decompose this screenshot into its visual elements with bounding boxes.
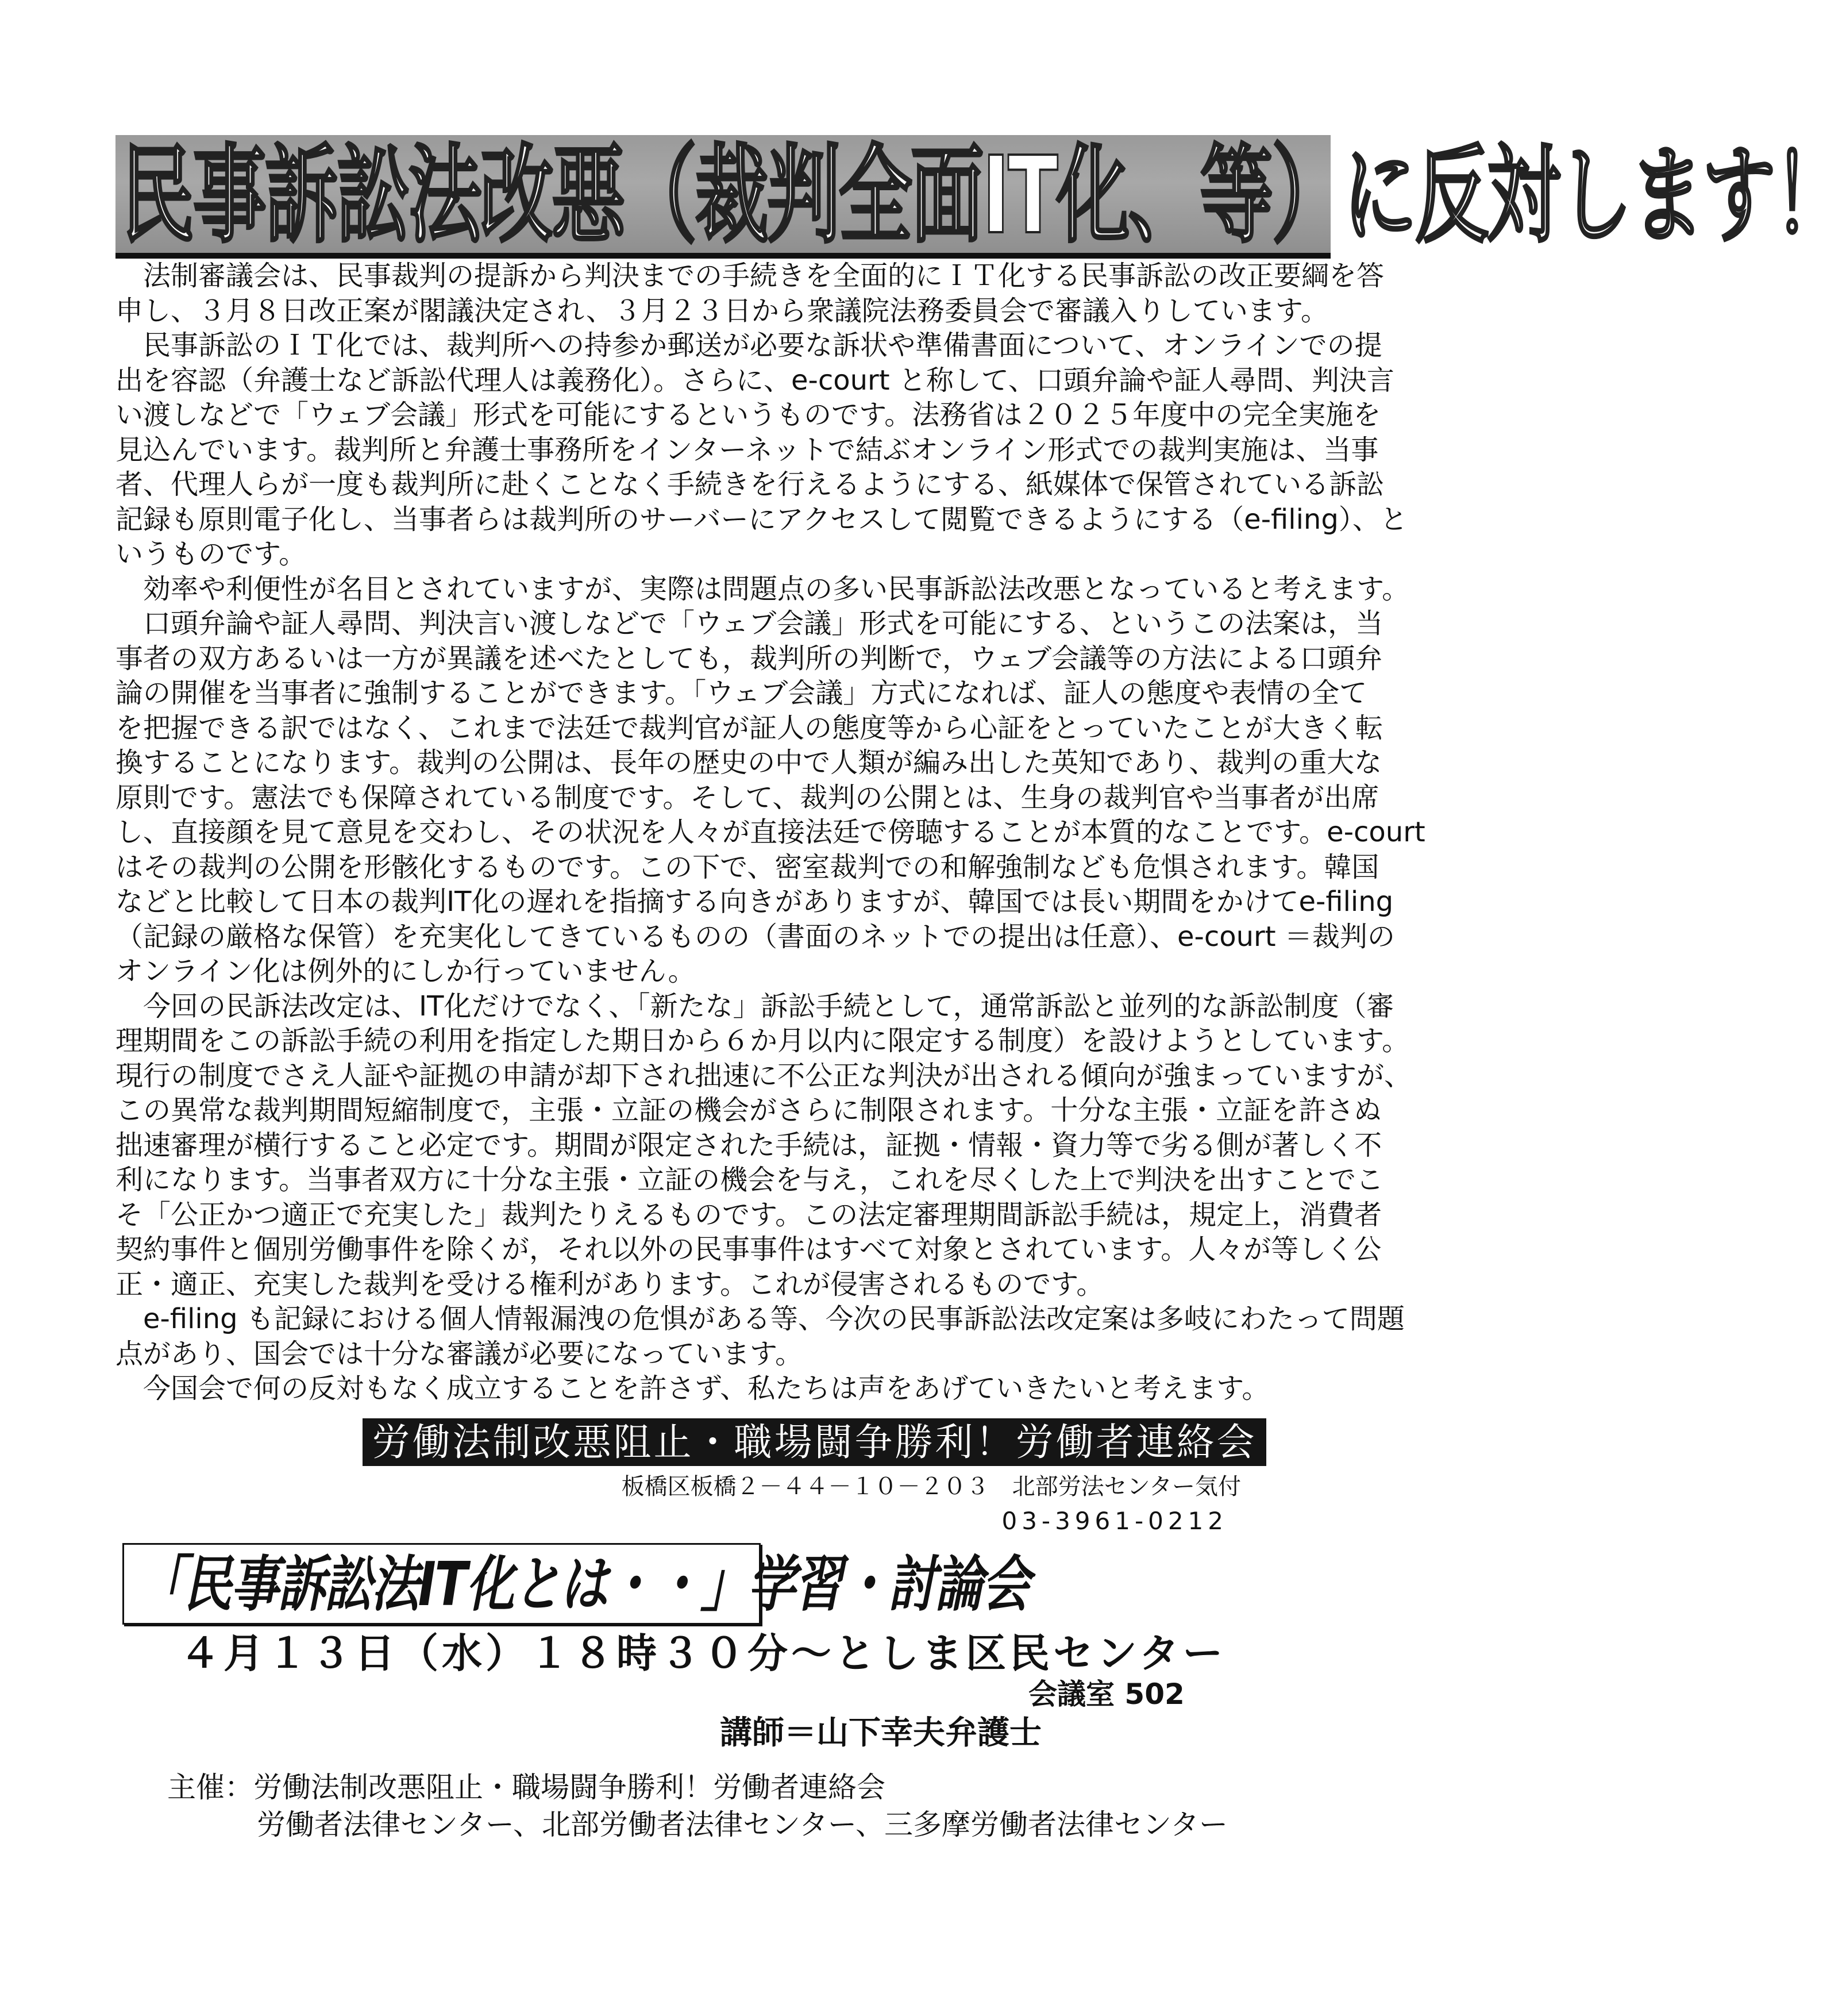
paragraph-line: 正・適正、充実した裁判を受ける権利があります。これが侵害されるものです。 <box>115 1268 1104 1301</box>
paragraph-line: 原則です。憲法でも保障されている制度です。そして、裁判の公開とは、生身の裁判官や当事者が出席 <box>115 781 1379 814</box>
paragraph-line: 今国会で何の反対もなく成立することを許さず、私たちは声をあげていきたいと考えます。 <box>143 1372 1270 1405</box>
paragraph-line: そ「公正かつ適正で充実した」裁判たりえるものです。この法定審理期間訴訟手続は，規定上，消費者 <box>115 1198 1382 1231</box>
paragraph-line: 利になります。当事者双方に十分な主張・立証の機会を与え，これを尽くした上で判決を出すことでこ <box>115 1164 1384 1196</box>
page-title: 民事訴訟法改悪（裁判全面IT化、等）に反対します！ <box>121 133 1846 257</box>
paragraph-line: 効率や利便性が名目とされていますが、実際は問題点の多い民事訴訟法改悪となっていると考えます。 <box>143 572 1410 605</box>
organization-phone: 03-3961-0212 <box>1001 1507 1228 1535</box>
paragraph-line: 者、代理人らが一度も裁判所に赴くことなく手続きを行えるようにする、紙媒体で保管されている訴訟 <box>115 468 1385 501</box>
paragraph-line: 事者の双方あるいは一方が異議を述べたとしても，裁判所の判断で，ウェブ会議等の方法による口頭弁 <box>115 642 1383 675</box>
body-text <box>115 259 1425 1406</box>
paragraph-line: 論の開催を当事者に強制することができます。「ウェブ会議」方式になれば、証人の態度や表情の全て <box>115 677 1367 709</box>
organization-address: 板橋区板橋２－４４－１０－２０３ 北部労法センター気付 <box>621 1473 1241 1500</box>
paragraph-line: い渡しなどで「ウェブ会議」形式を可能にするというものです。法務省は２０２５年度中の完全実施を <box>115 399 1381 431</box>
organization-name: 労働法制改悪阻止・職場闘争勝利！労働者連絡会 <box>363 1418 1266 1466</box>
paragraph-line: この異常な裁判期間短縮制度で，主張・立証の機会がさらに制限されます。十分な主張・立証を許さぬ <box>115 1094 1382 1126</box>
event-host: 主催：労働法制改悪阻止・職場闘争勝利！労働者連絡会 <box>167 1771 885 1804</box>
paragraph-line: などと比較して日本の裁判IT化の遅れを指摘する向きがありますが、韓国では長い期間をかけてe-filing <box>115 886 1394 918</box>
paragraph-line: はその裁判の公開を形骸化するものです。この下で、密室裁判での和解強制なども危惧されます。韓国 <box>115 851 1379 883</box>
paragraph-line: 申し、３月８日改正案が閣議決定され、３月２３日から衆議院法務委員会で審議入りしています。 <box>115 294 1329 327</box>
title-banner <box>115 133 1846 259</box>
event-lecturer: 講師＝山下幸夫弁護士 <box>720 1714 1042 1752</box>
event-room: 会議室 502 <box>1028 1678 1185 1711</box>
paragraph-line: （記録の厳格な保管）を充実化してきているものの（書面のネットでの提出は任意）、e-court ＝裁判の <box>115 920 1395 953</box>
paragraph-line: 換することになります。裁判の公開は、長年の歴史の中で人類が編み出した英知であり、裁判の重大な <box>115 747 1382 779</box>
paragraph-line: 点があり、国会では十分な審議が必要になっています。 <box>115 1337 803 1370</box>
event-title-box <box>122 1543 1029 1625</box>
paragraph-line: 契約事件と個別労働事件を除くが，それ以外の民事事件はすべて対象とされています。人々が等しく公 <box>115 1233 1382 1265</box>
paragraph-line: 民事訴訟のＩＴ化では、裁判所への持参か郵送が必要な訴状や準備書面について、オンラインでの提 <box>143 329 1382 361</box>
paragraph-line: を把握できる訳ではなく、これまで法廷で裁判官が証人の態度等から心証をとっていたことが大きく転 <box>115 711 1383 744</box>
event-cohosts: 労働者法律センター、北部労働者法律センター、三多摩労働者法律センター <box>257 1808 1228 1841</box>
paragraph-line: し、直接顔を見て意見を交わし、その状況を人々が直接法廷で傍聴することが本質的なことです。e-court <box>115 816 1425 848</box>
paragraph-line: オンライン化は例外的にしか行っていません。 <box>115 955 696 987</box>
paragraph-line: 今回の民訴法改定は、IT化だけでなく、「新たな」訴訟手続として，通常訴訟と並列的な訴訟制度（審 <box>143 990 1394 1022</box>
paragraph-line: e-filing も記録における個人情報漏洩の危惧がある等、今次の民事訴訟法改定案は多岐にわたって問題 <box>143 1303 1405 1335</box>
paragraph-line: 出を容認（弁護士など訴訟代理人は義務化）。さらに、e-court と称して、口頭弁論や証人尋問、判決言 <box>115 364 1394 397</box>
paragraph-line: 見込んでいます。裁判所と弁護士事務所をインターネットで結ぶオンライン形式での裁判実施は、当事 <box>115 433 1379 466</box>
paragraph-line: 記録も原則電子化し、当事者らは裁判所のサーバーにアクセスして閲覧できるようにする（e-filing）、と <box>115 503 1408 536</box>
event-title: 「民事訴訟法IT化とは・・」学習・討論会 <box>137 1549 1029 1619</box>
paragraph-line: 理期間をこの訴訟手続の利用を指定した期日から６か月以内に限定する制度）を設けようとしています。 <box>115 1025 1410 1057</box>
paragraph-line: 拙速審理が横行すること必定です。期間が限定された手続は，証拠・情報・資力等で劣る側が著しく不 <box>115 1129 1382 1161</box>
paragraph-line: いうものです。 <box>115 538 307 570</box>
event-date: ４月１３日（水）１８時３０分～としま区民センター <box>180 1630 1227 1677</box>
paragraph-line: 現行の制度でさえ人証や証拠の申請が却下され拙速に不公正な判決が出される傾向が強まっていますが、 <box>115 1059 1412 1092</box>
paragraph-line: 法制審議会は、民事裁判の提訴から判決までの手続きを全面的にＩＴ化する民事訴訟の改正要綱を答 <box>143 260 1385 292</box>
paragraph-line: 口頭弁論や証人尋問、判決言い渡しなどで「ウェブ会議」形式を可能にする、というこの法案は，当 <box>143 607 1383 640</box>
